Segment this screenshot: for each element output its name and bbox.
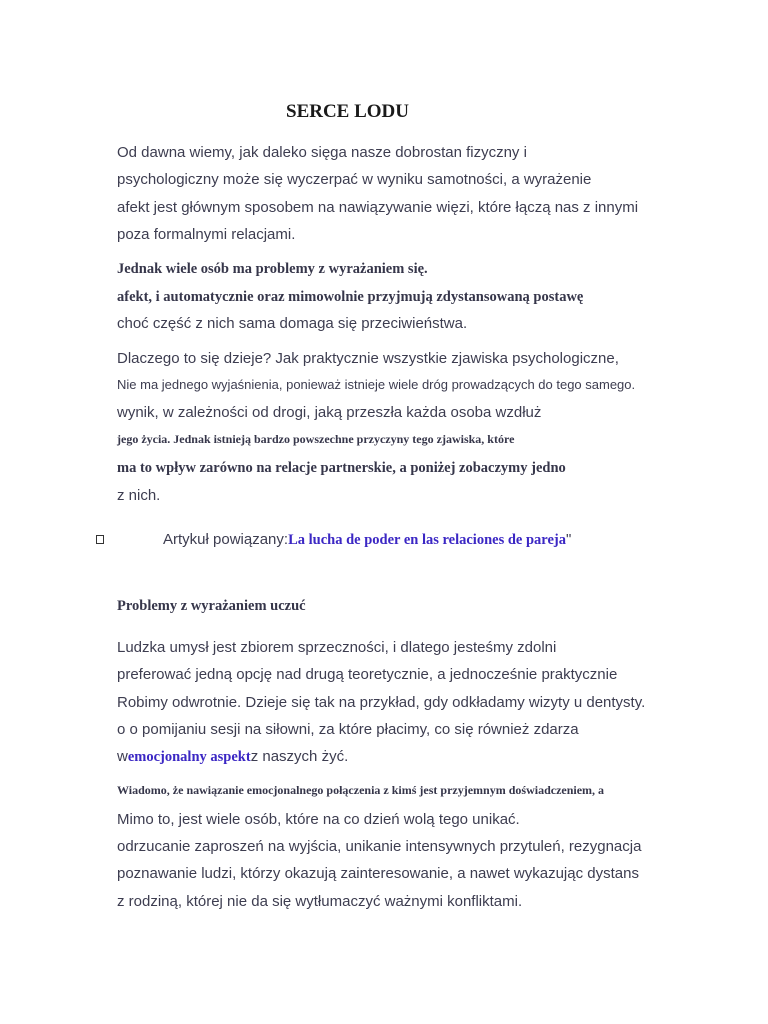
text-line: afekt jest głównym sposobem na nawiązywanie więzi, które łączą nas z innymi [117, 199, 639, 216]
bold-text-line: ma to wpływ zarówno na relacje partnerskie, a poniżej zobaczymy jedno [117, 460, 566, 476]
text-line: Robimy odwrotnie. Dzieje się tak na przykład, gdy odkładamy wizyty u dentysty. [117, 694, 646, 711]
emotional-aspect-line [117, 748, 348, 766]
text-line: Mimo to, jest wiele osób, które na co dzień wolą tego unikać. [117, 811, 520, 828]
small-text-line: Nie ma jednego wyjaśnienia, ponieważ istnieje wiele dróg prowadzących do tego samego. [117, 377, 636, 392]
bullet-box-icon [96, 535, 104, 544]
text-line: poznawanie ludzi, którzy okazują zainteresowanie, a nawet wykazując dystans [117, 865, 639, 882]
text-line: o o pomijaniu sesji na siłowni, za które płacimy, co się również zdarza [117, 721, 579, 738]
text-line: wynik, w zależności od drogi, jaką przeszła każda osoba wzdłuż [117, 404, 542, 421]
related-article [163, 531, 571, 549]
text-line: z rodziną, której nie da się wytłumaczyć ważnymi konfliktami. [117, 893, 523, 910]
text-line: odrzucanie zaproszeń na wyjścia, unikanie intensywnych przytuleń, rezygnacja [117, 838, 642, 855]
text-line: Od dawna wiemy, jak daleko sięga nasze dobrostan fizyczny i [117, 144, 527, 161]
emotional-aspect-link[interactable]: emocjonalny aspekt [127, 749, 251, 765]
text-line: preferować jedną opcję nad drugą teoretycznie, a jednocześnie praktycznie [117, 666, 618, 683]
related-article-prefix: Artykuł powiązany: [163, 531, 289, 548]
bold-text-line: Jednak wiele osób ma problemy z wyrażaniem się. [117, 261, 428, 277]
small-bold-text-line: Wiadomo, że nawiązanie emocjonalnego połączenia z kimś jest przyjemnym doświadczeniem, a [117, 783, 605, 797]
bold-text-line: afekt, i automatycznie oraz mimowolnie przyjmują zdystansowaną postawę [117, 289, 584, 305]
text-line: psychologiczny może się wyczerpać w wyniku samotności, a wyrażenie [117, 171, 592, 188]
text-line: Ludzka umysł jest zbiorem sprzeczności, i dlatego jesteśmy zdolni [117, 639, 557, 656]
text-line: Dlaczego to się dzieje? Jak praktycznie wszystkie zjawiska psychologiczne, [117, 350, 619, 367]
page-title: SERCE LODU [286, 101, 409, 122]
text-line: poza formalnymi relacjami. [117, 226, 296, 243]
emotional-aspect-suffix: z naszych żyć. [250, 748, 349, 765]
emotional-aspect-prefix: w [117, 748, 128, 765]
section-heading: Problemy z wyrażaniem uczuć [117, 598, 306, 614]
text-line: z nich. [117, 487, 161, 504]
related-article-suffix: " [565, 531, 572, 548]
small-bold-text-line: jego życia. Jednak istnieją bardzo powszechne przyczyny tego zjawiska, które [117, 432, 515, 446]
text-line: choć część z nich sama domaga się przeciwieństwa. [117, 315, 468, 332]
related-article-link[interactable]: La lucha de poder en las relaciones de pareja [288, 532, 566, 548]
